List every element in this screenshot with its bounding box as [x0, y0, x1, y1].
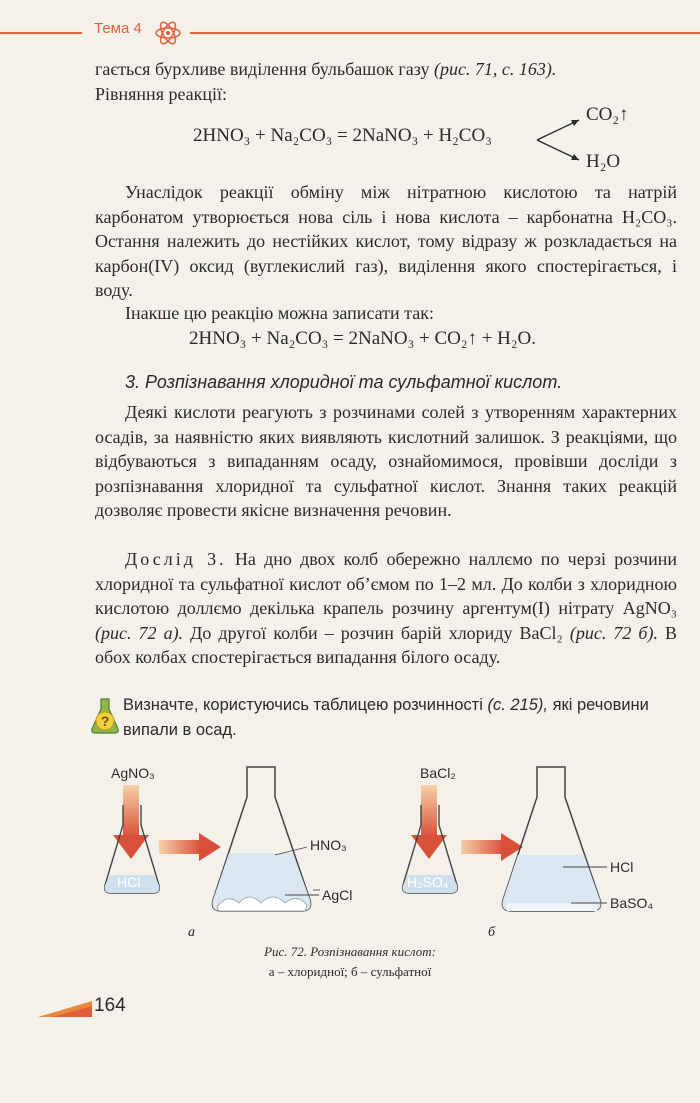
paragraph-experiment	[95, 547, 677, 670]
figure-caption-line2: а – хлоридної; б – сульфатної	[268, 964, 432, 979]
label-bacl2: BaCl₂	[420, 765, 456, 781]
label-h2so4-small: H₂SO₄	[407, 874, 449, 890]
figure-reference-a: (рис. 72 а).	[95, 622, 184, 643]
equation-1: 2HNO₃ + Na₂CO₃ = 2NaNO₃ + H₂CO₃	[193, 125, 492, 146]
equation-1-product-gas: CO₂↑	[586, 104, 629, 125]
reagent-arrow-b	[411, 785, 447, 859]
transfer-arrow-a	[159, 833, 221, 861]
figure-reference-b: (рис. 72 б).	[569, 622, 658, 643]
figure-72	[95, 755, 675, 950]
page-corner-decoration-icon	[38, 1001, 92, 1019]
question-flask-icon	[90, 697, 120, 735]
label-agno3: AgNO₃	[111, 765, 155, 781]
experiment-text-2: До другої колби – розчин барій хлориду BaCl₂	[190, 622, 563, 643]
figure-caption-line1: Рис. 72. Розпізнавання кислот:	[264, 944, 436, 959]
equation-2: 2HNO₃ + Na₂CO₃ = 2NaNO₃ + CO₂↑ + H₂O.	[189, 328, 537, 349]
question-text-a: Визначте, користуючись таблицею розчинності	[123, 696, 483, 714]
branch-arrows-icon	[535, 108, 585, 172]
label-baso4: BaSO₄	[610, 895, 654, 911]
question-text	[123, 693, 678, 743]
figure-drawing	[95, 755, 675, 950]
page-header	[0, 18, 700, 48]
intro-text: гається бурхливе виділення бульбашок газу	[95, 59, 430, 79]
label-part-a: а	[188, 925, 195, 940]
figure-reference: (рис. 71, с. 163).	[433, 59, 557, 79]
transfer-arrow-b	[461, 833, 523, 861]
label-hcl-large: HCl	[610, 859, 634, 875]
header-line-right	[190, 32, 700, 34]
large-flask-a	[212, 767, 320, 911]
label-hcl-small: HCl	[117, 874, 141, 890]
page-number: 164	[94, 995, 126, 1016]
question-text-b: які речовини випали в осад.	[123, 696, 649, 739]
topic-label: Тема 4	[94, 20, 142, 37]
solubility-table-reference: (с. 215),	[487, 696, 548, 714]
experiment-text-1: На дно двох колб обережно наллємо по черзі розчини хлоридної та сульфатної кислот об’ємом по 1–2 мл. До колби з хлоридною кислотою доллємо декілька крапель розчину аргентум(I) нітрату AgNO₃	[95, 549, 677, 618]
question-block	[90, 693, 680, 745]
label-agcl: AgCl	[322, 887, 353, 903]
paragraph-explanation: Унаслідок реакції обміну між нітратною кислотою та натрій карбонатом утворюється нова сіль і нова кислота – карбонатна H₂CO₃. Остання належить до нестійких кислот, тому відразу ж розкладається на карбон(IV) оксид (вуглекислий газ), виділення якого спостерігається, і воду.	[95, 182, 677, 300]
paragraph-precipitates: Деякі кислоти реагують з розчинами солей з утворенням характерних осадів, за наявністю яких виявляють кислотний залишок. З реакціями, що відбуваються з випаданням осаду, ознайомимося, провівши досліди з розпізнавання хлоридної та сульфатної кислот. Знання таких реакцій дозволяє провести якісне визначення речовин.	[95, 402, 677, 520]
header-line-left	[0, 32, 82, 34]
svg-text:?: ?	[100, 713, 110, 729]
large-flask-b	[502, 767, 600, 911]
experiment-text-3: В обох колбах спостерігається випадання білого осаду.	[95, 622, 678, 667]
paragraph-intro	[95, 57, 677, 106]
section-heading: 3. Розпізнавання хлоридної та сульфатної кислот.	[125, 372, 563, 392]
equation-intro: Рівняння реакції:	[95, 83, 228, 104]
label-hno3: HNO₃	[310, 837, 347, 853]
atom-icon	[153, 18, 183, 48]
label-part-b: б	[488, 925, 496, 940]
equation-1-product-water: H₂O	[586, 151, 621, 172]
reagent-arrow-a	[113, 785, 149, 859]
paragraph-alternative: Інакше цю реакцію можна записати так:	[125, 303, 434, 323]
experiment-label: Дослід 3.	[125, 549, 227, 569]
